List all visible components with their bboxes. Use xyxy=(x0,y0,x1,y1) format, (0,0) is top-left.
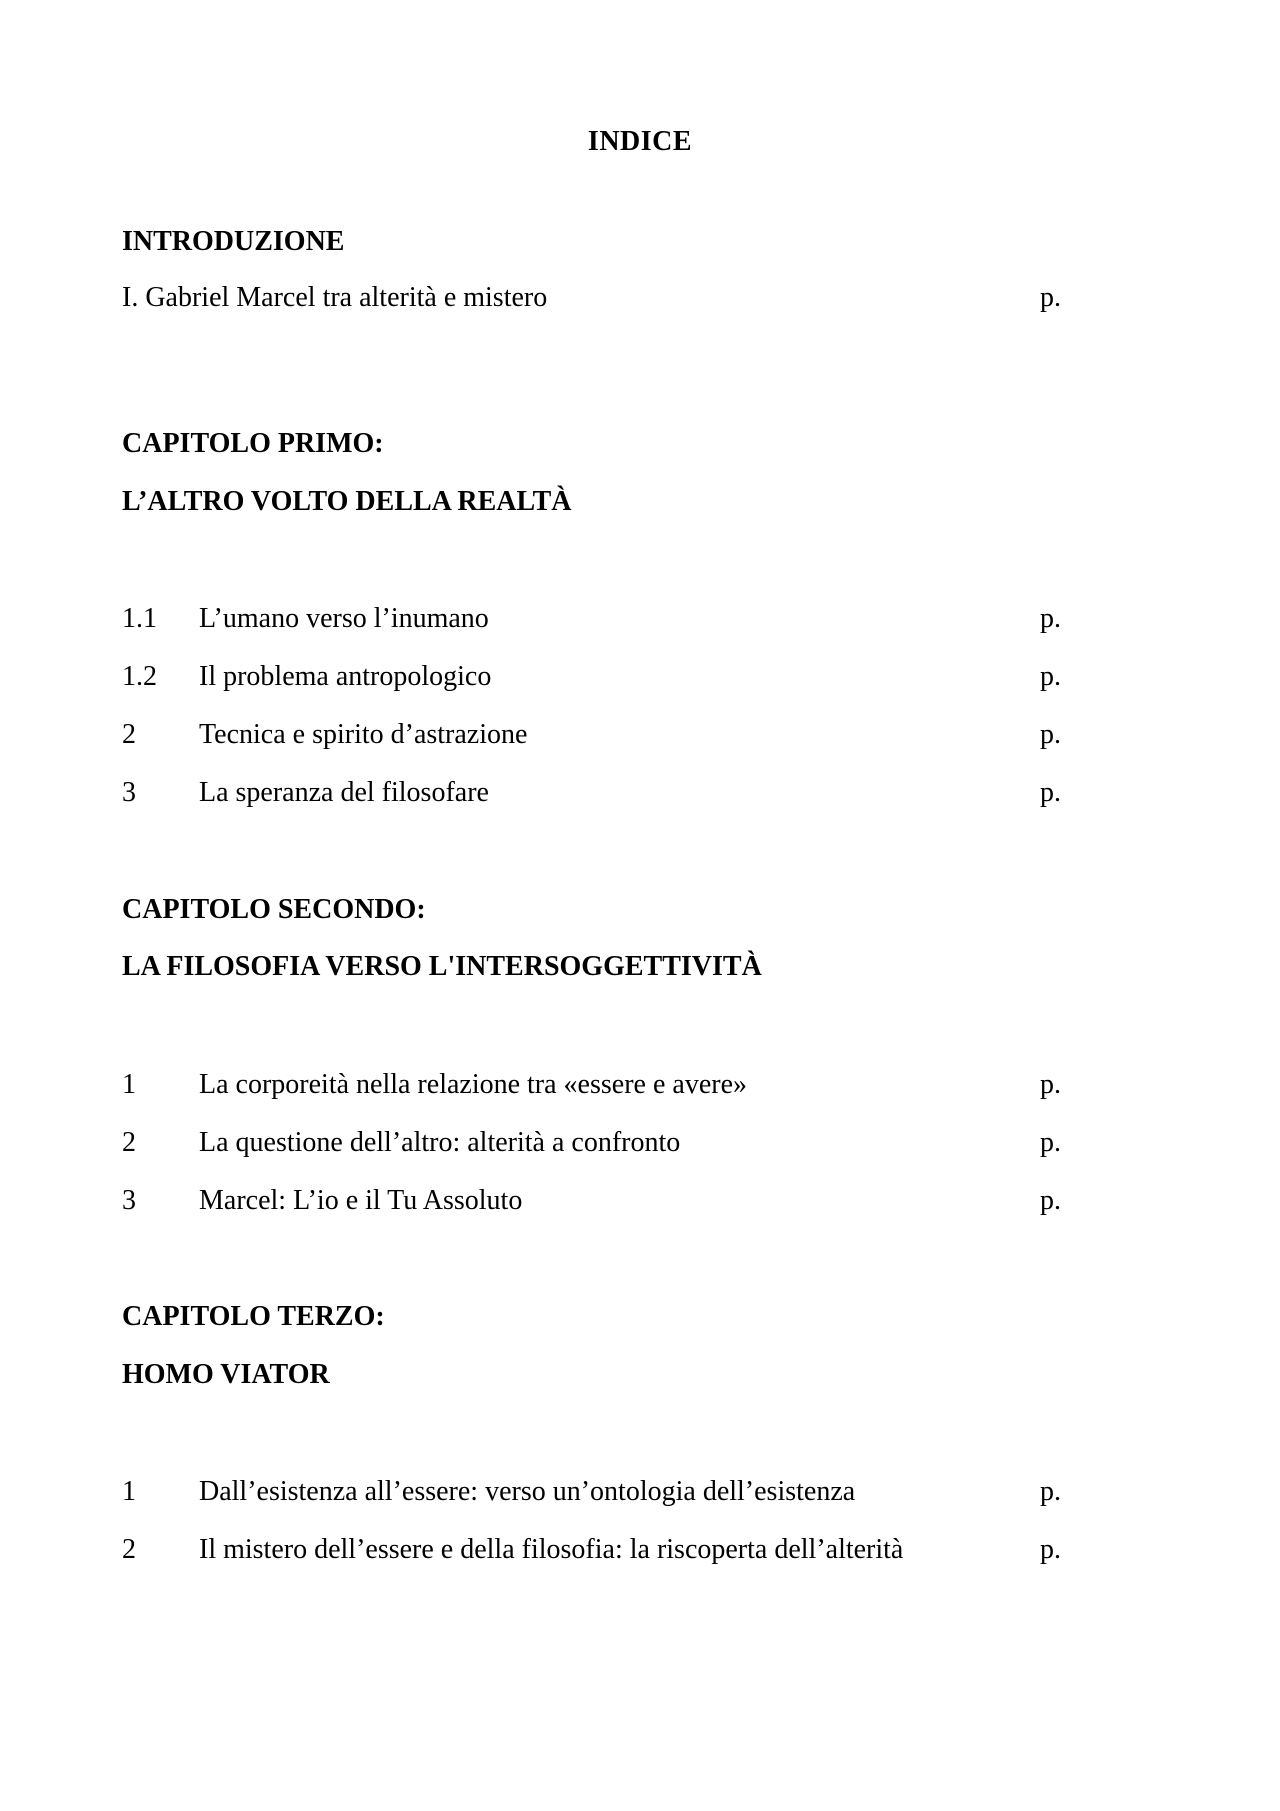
toc-entry-text: Dall’esistenza all’essere: verso un’ontologia dell’esistenza xyxy=(199,1476,856,1507)
toc-entry-page: p. xyxy=(1040,1127,1061,1158)
chapter-label: CAPITOLO TERZO: xyxy=(122,1301,385,1332)
toc-entry-number: 1 xyxy=(122,1476,136,1507)
toc-entry-number: 2 xyxy=(122,1534,136,1565)
toc-entry-number: 3 xyxy=(122,777,136,808)
chapter-label: CAPITOLO SECONDO: xyxy=(122,894,426,925)
toc-entry-text: Marcel: L’io e il Tu Assoluto xyxy=(199,1185,523,1216)
toc-entry-number: 2 xyxy=(122,719,136,750)
toc-entry-text: La questione dell’altro: alterità a confronto xyxy=(199,1127,681,1158)
toc-entry-number: 1.1 xyxy=(122,603,157,634)
chapter-label: CAPITOLO PRIMO: xyxy=(122,428,384,459)
toc-entry-number: 1.2 xyxy=(122,661,157,692)
chapter-title: LA FILOSOFIA VERSO L'INTERSOGGETTIVITÀ xyxy=(122,951,762,982)
toc-entry-page: p. xyxy=(1040,1185,1061,1216)
toc-entry-text: L’umano verso l’inumano xyxy=(199,603,489,634)
toc-entry-text: Il problema antropologico xyxy=(199,661,492,692)
toc-entry-page: p. xyxy=(1040,1534,1061,1565)
toc-entry-text: Il mistero dell’essere e della filosofia: la riscoperta dell’alterità xyxy=(199,1534,904,1565)
chapter-title: L’ALTRO VOLTO DELLA REALTÀ xyxy=(122,486,572,517)
page-title: INDICE xyxy=(587,126,693,157)
toc-entry-number: 1 xyxy=(122,1069,136,1100)
toc-entry-text: La corporeità nella relazione tra «essere e avere» xyxy=(199,1069,747,1100)
toc-entry-page: p. xyxy=(1040,1069,1061,1100)
toc-entry-page: p. xyxy=(1040,661,1061,692)
toc-entry-number: 2 xyxy=(122,1127,136,1158)
introduction-heading: INTRODUZIONE xyxy=(122,226,345,257)
toc-entry-page: p. xyxy=(1040,777,1061,808)
toc-entry-text: La speranza del filosofare xyxy=(199,777,489,808)
toc-entry-page: p. xyxy=(1040,719,1061,750)
chapter-title: HOMO VIATOR xyxy=(122,1359,330,1390)
toc-entry-page: p. xyxy=(1040,282,1061,313)
toc-entry-number: 3 xyxy=(122,1185,136,1216)
toc-entry-page: p. xyxy=(1040,603,1061,634)
toc-entry-page: p. xyxy=(1040,1476,1061,1507)
toc-entry-text: Tecnica e spirito d’astrazione xyxy=(199,719,528,750)
toc-entry-text: I. Gabriel Marcel tra alterità e mistero xyxy=(122,282,548,313)
